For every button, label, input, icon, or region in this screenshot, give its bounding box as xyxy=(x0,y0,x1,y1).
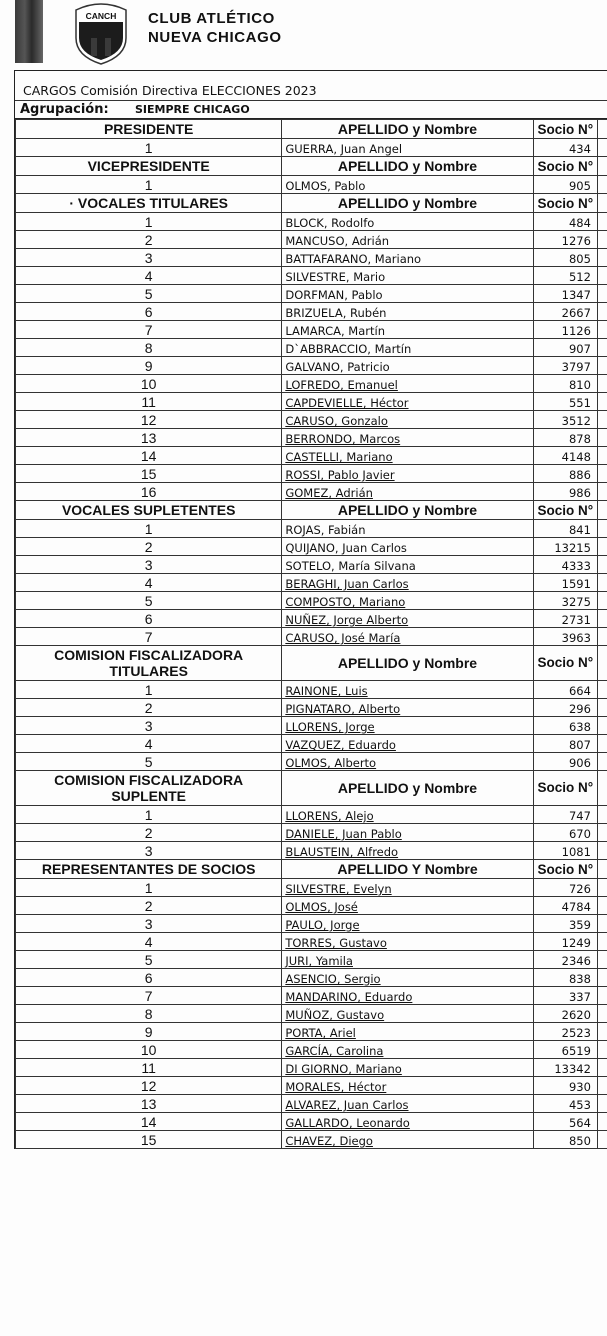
edge-cell xyxy=(597,1005,607,1023)
candidate-name: CHAVEZ, Diego xyxy=(282,1131,533,1149)
socio-number: 3797 xyxy=(533,357,597,375)
candidate-name: BERRONDO, Marcos xyxy=(282,429,533,447)
candidate-name: CARUSO, José María xyxy=(282,628,533,646)
edge-cell xyxy=(597,249,607,267)
table-row xyxy=(16,1113,607,1131)
table-row xyxy=(16,824,607,842)
socio-number: 878 xyxy=(533,429,597,447)
section-title-line1: COMISION FISCALIZADORA xyxy=(54,772,244,788)
row-number: 2 xyxy=(16,231,282,249)
row-number: 7 xyxy=(16,987,282,1005)
section-title-line1: · VOCALES TITULARES xyxy=(69,195,228,211)
row-number: 3 xyxy=(16,556,282,574)
edge-cell xyxy=(597,969,607,987)
edge-cell xyxy=(597,987,607,1005)
row-number: 16 xyxy=(16,483,282,501)
candidate-name: LAMARCA, Martín xyxy=(282,321,533,339)
edge-cell xyxy=(597,556,607,574)
socio-number: 2731 xyxy=(533,610,597,628)
row-number: 10 xyxy=(16,375,282,393)
edge-cell xyxy=(597,1059,607,1077)
table-row xyxy=(16,411,607,429)
table-row xyxy=(16,897,607,915)
candidate-name: D`ABBRACCIO, Martín xyxy=(282,339,533,357)
edge-cell xyxy=(597,411,607,429)
column-header-socio: Socio N° xyxy=(533,120,597,139)
edge-cell xyxy=(597,483,607,501)
socio-number: 2620 xyxy=(533,1005,597,1023)
row-number: 4 xyxy=(16,933,282,951)
table-row xyxy=(16,842,607,860)
table-row xyxy=(16,139,607,157)
table-row xyxy=(16,465,607,483)
socio-number: 930 xyxy=(533,1077,597,1095)
candidate-name: COMPOSTO, Mariano xyxy=(282,592,533,610)
edge-cell xyxy=(597,176,607,194)
candidate-name: VAZQUEZ, Eduardo xyxy=(282,735,533,753)
candidate-name: TORRES, Gustavo xyxy=(282,933,533,951)
socio-number: 484 xyxy=(533,213,597,231)
row-number: 3 xyxy=(16,915,282,933)
edge-cell xyxy=(597,951,607,969)
candidate-name: BLAUSTEIN, Alfredo xyxy=(282,842,533,860)
section-title xyxy=(16,194,282,213)
candidate-name: QUIJANO, Juan Carlos xyxy=(282,538,533,556)
section-header-row xyxy=(16,646,607,681)
row-number: 3 xyxy=(16,842,282,860)
section-title-line1: VOCALES SUPLETENTES xyxy=(61,502,236,518)
section-header-row xyxy=(16,771,607,806)
candidate-name: GOMEZ, Adrián xyxy=(282,483,533,501)
candidate-name: LLORENS, Jorge xyxy=(282,717,533,735)
table-row xyxy=(16,176,607,194)
row-number: 11 xyxy=(16,393,282,411)
edge-cell xyxy=(597,303,607,321)
row-number: 8 xyxy=(16,1005,282,1023)
row-number: 1 xyxy=(16,139,282,157)
table-row xyxy=(16,1077,607,1095)
edge-cell xyxy=(597,375,607,393)
row-number: 4 xyxy=(16,574,282,592)
club-name xyxy=(148,9,282,47)
row-number: 13 xyxy=(16,429,282,447)
table-row xyxy=(16,933,607,951)
socio-number: 841 xyxy=(533,520,597,538)
socio-number: 2346 xyxy=(533,951,597,969)
candidate-name: GUERRA, Juan Angel xyxy=(282,139,533,157)
socio-number: 810 xyxy=(533,375,597,393)
edge-cell xyxy=(597,231,607,249)
socio-number: 838 xyxy=(533,969,597,987)
socio-number: 726 xyxy=(533,879,597,897)
section-header-row xyxy=(16,157,607,176)
candidates-table xyxy=(15,119,607,1149)
row-number: 6 xyxy=(16,610,282,628)
table-row xyxy=(16,285,607,303)
candidate-name: ROSSI, Pablo Javier xyxy=(282,465,533,483)
socio-number: 2667 xyxy=(533,303,597,321)
edge-cell xyxy=(597,771,607,806)
section-header-row xyxy=(16,120,607,139)
row-number: 1 xyxy=(16,806,282,824)
table-row xyxy=(16,393,607,411)
candidate-name: LLORENS, Alejo xyxy=(282,806,533,824)
section-title xyxy=(16,501,282,520)
socio-number: 986 xyxy=(533,483,597,501)
candidate-name: MANCUSO, Adrián xyxy=(282,231,533,249)
socio-number: 905 xyxy=(533,176,597,194)
row-number: 1 xyxy=(16,879,282,897)
candidate-name: GALVANO, Patricio xyxy=(282,357,533,375)
section-header-row xyxy=(16,194,607,213)
candidate-name: ROJAS, Fabián xyxy=(282,520,533,538)
socio-number: 1276 xyxy=(533,231,597,249)
row-number: 7 xyxy=(16,628,282,646)
table-row xyxy=(16,574,607,592)
edge-cell xyxy=(597,538,607,556)
column-header-name: APELLIDO y Nombre xyxy=(282,646,533,681)
table-row xyxy=(16,1023,607,1041)
edge-cell xyxy=(597,285,607,303)
column-header-socio: Socio N° xyxy=(533,646,597,681)
candidate-name: DORFMAN, Pablo xyxy=(282,285,533,303)
socio-number: 296 xyxy=(533,699,597,717)
table-row xyxy=(16,1095,607,1113)
socio-number: 807 xyxy=(533,735,597,753)
section-title xyxy=(16,157,282,176)
table-row xyxy=(16,231,607,249)
edge-cell xyxy=(597,1041,607,1059)
socio-number: 886 xyxy=(533,465,597,483)
socio-number: 13215 xyxy=(533,538,597,556)
section-title xyxy=(16,120,282,139)
socio-number: 907 xyxy=(533,339,597,357)
socio-number: 1081 xyxy=(533,842,597,860)
column-header-name: APELLIDO y Nombre xyxy=(282,771,533,806)
candidate-name: PORTA, Ariel xyxy=(282,1023,533,1041)
column-header-name: APELLIDO y Nombre xyxy=(282,157,533,176)
column-header-name: APELLIDO y Nombre xyxy=(282,501,533,520)
edge-cell xyxy=(597,1023,607,1041)
edge-cell xyxy=(597,213,607,231)
table-row xyxy=(16,987,607,1005)
socio-number: 337 xyxy=(533,987,597,1005)
table-row xyxy=(16,753,607,771)
column-header-socio: Socio N° xyxy=(533,860,597,879)
edge-cell xyxy=(597,321,607,339)
candidate-name: MUÑOZ, Gustavo xyxy=(282,1005,533,1023)
candidate-name: OLMOS, Alberto xyxy=(282,753,533,771)
table-row xyxy=(16,483,607,501)
candidate-name: DI GIORNO, Mariano xyxy=(282,1059,533,1077)
section-title xyxy=(16,646,282,681)
socio-number: 13342 xyxy=(533,1059,597,1077)
row-number: 12 xyxy=(16,1077,282,1095)
row-number: 14 xyxy=(16,447,282,465)
candidate-name: ALVAREZ, Juan Carlos xyxy=(282,1095,533,1113)
table-row xyxy=(16,879,607,897)
column-header-name: APELLIDO y Nombre xyxy=(282,194,533,213)
socio-number: 747 xyxy=(533,806,597,824)
candidate-name: SILVESTRE, Mario xyxy=(282,267,533,285)
socio-number: 1126 xyxy=(533,321,597,339)
section-title xyxy=(16,860,282,879)
socio-number: 1249 xyxy=(533,933,597,951)
table-row xyxy=(16,610,607,628)
socio-number: 3963 xyxy=(533,628,597,646)
socio-number: 638 xyxy=(533,717,597,735)
section-title-line1: REPRESENTANTES DE SOCIOS xyxy=(41,861,256,877)
candidate-name: ASENCIO, Sergio xyxy=(282,969,533,987)
row-number: 4 xyxy=(16,267,282,285)
edge-cell xyxy=(597,842,607,860)
edge-cell xyxy=(597,824,607,842)
section-title-line2: TITULARES xyxy=(109,663,188,679)
row-number: 5 xyxy=(16,592,282,610)
socio-number: 805 xyxy=(533,249,597,267)
socio-number: 6519 xyxy=(533,1041,597,1059)
row-number: 14 xyxy=(16,1113,282,1131)
table-row xyxy=(16,969,607,987)
edge-cell xyxy=(597,610,607,628)
row-number: 5 xyxy=(16,285,282,303)
row-number: 11 xyxy=(16,1059,282,1077)
edge-cell xyxy=(597,501,607,520)
edge-cell xyxy=(597,1131,607,1149)
candidate-name: BERAGHI, Juan Carlos xyxy=(282,574,533,592)
socio-number: 2523 xyxy=(533,1023,597,1041)
election-sheet xyxy=(14,70,607,1149)
table-row xyxy=(16,213,607,231)
column-header-socio: Socio N° xyxy=(533,194,597,213)
edge-cell xyxy=(597,753,607,771)
table-row xyxy=(16,681,607,699)
row-number: 1 xyxy=(16,176,282,194)
edge-cell xyxy=(597,520,607,538)
column-header-socio: Socio N° xyxy=(533,157,597,176)
edge-cell xyxy=(597,860,607,879)
candidate-name: LOFREDO, Emanuel xyxy=(282,375,533,393)
row-number: 2 xyxy=(16,824,282,842)
socio-number: 1591 xyxy=(533,574,597,592)
table-row xyxy=(16,303,607,321)
section-title xyxy=(16,771,282,806)
section-title-line2: SUPLENTE xyxy=(111,788,187,804)
socio-number: 850 xyxy=(533,1131,597,1149)
socio-number: 434 xyxy=(533,139,597,157)
row-number: 8 xyxy=(16,339,282,357)
table-row xyxy=(16,520,607,538)
column-header-name: APELLIDO Y Nombre xyxy=(282,860,533,879)
section-header-row xyxy=(16,501,607,520)
socio-number: 512 xyxy=(533,267,597,285)
table-row xyxy=(16,267,607,285)
edge-cell xyxy=(597,915,607,933)
candidate-name: RAINONE, Luis xyxy=(282,681,533,699)
edge-cell xyxy=(597,157,607,176)
candidate-name: CAPDEVIELLE, Héctor xyxy=(282,393,533,411)
socio-number: 3275 xyxy=(533,592,597,610)
socio-number: 1347 xyxy=(533,285,597,303)
edge-cell xyxy=(597,699,607,717)
document-title: CARGOS Comisión Directiva ELECCIONES 2023 xyxy=(15,77,607,101)
row-number: 1 xyxy=(16,213,282,231)
candidate-name: CARUSO, Gonzalo xyxy=(282,411,533,429)
table-row xyxy=(16,249,607,267)
column-header-socio: Socio N° xyxy=(533,771,597,806)
candidate-name: OLMOS, Pablo xyxy=(282,176,533,194)
socio-number: 670 xyxy=(533,824,597,842)
candidate-name: BRIZUELA, Rubén xyxy=(282,303,533,321)
section-header-row xyxy=(16,860,607,879)
edge-cell xyxy=(597,879,607,897)
crest-text: CANCH xyxy=(85,11,117,21)
candidate-name: OLMOS, José xyxy=(282,897,533,915)
candidate-name: JURI, Yamila xyxy=(282,951,533,969)
row-number: 13 xyxy=(16,1095,282,1113)
table-row xyxy=(16,429,607,447)
socio-number: 4333 xyxy=(533,556,597,574)
row-number: 3 xyxy=(16,249,282,267)
edge-cell xyxy=(597,429,607,447)
edge-cell xyxy=(597,357,607,375)
edge-cell xyxy=(597,735,607,753)
row-number: 5 xyxy=(16,951,282,969)
candidate-name: DANIELE, Juan Pablo xyxy=(282,824,533,842)
row-number: 2 xyxy=(16,699,282,717)
table-row xyxy=(16,1131,607,1149)
candidate-name: NUÑEZ, Jorge Alberto xyxy=(282,610,533,628)
row-number: 2 xyxy=(16,538,282,556)
column-header-socio: Socio N° xyxy=(533,501,597,520)
edge-cell xyxy=(597,574,607,592)
socio-number: 906 xyxy=(533,753,597,771)
edge-cell xyxy=(597,628,607,646)
club-name-line2: NUEVA CHICAGO xyxy=(148,29,282,46)
candidate-name: BLOCK, Rodolfo xyxy=(282,213,533,231)
club-name-line1: CLUB ATLÉTICO xyxy=(148,10,275,27)
edge-cell xyxy=(597,447,607,465)
column-header-name: APELLIDO y Nombre xyxy=(282,120,533,139)
table-row xyxy=(16,447,607,465)
agrupacion-label: Agrupación: xyxy=(20,102,109,117)
candidate-name: PAULO, Jorge xyxy=(282,915,533,933)
table-row xyxy=(16,699,607,717)
table-row xyxy=(16,1041,607,1059)
row-number: 4 xyxy=(16,735,282,753)
edge-cell xyxy=(597,681,607,699)
row-number: 15 xyxy=(16,1131,282,1149)
edge-cell xyxy=(597,646,607,681)
header-stripe-decoration xyxy=(15,0,43,63)
socio-number: 551 xyxy=(533,393,597,411)
candidate-name: SOTELO, María Silvana xyxy=(282,556,533,574)
edge-cell xyxy=(597,806,607,824)
edge-cell xyxy=(597,339,607,357)
table-row xyxy=(16,357,607,375)
table-row xyxy=(16,735,607,753)
row-number: 3 xyxy=(16,717,282,735)
socio-number: 4784 xyxy=(533,897,597,915)
row-number: 9 xyxy=(16,357,282,375)
edge-cell xyxy=(597,139,607,157)
edge-cell xyxy=(597,393,607,411)
table-row xyxy=(16,321,607,339)
table-row xyxy=(16,628,607,646)
socio-number: 3512 xyxy=(533,411,597,429)
table-row xyxy=(16,806,607,824)
section-title-line1: PRESIDENTE xyxy=(103,121,194,137)
candidate-name: GARCÍA, Carolina xyxy=(282,1041,533,1059)
row-number: 12 xyxy=(16,411,282,429)
socio-number: 453 xyxy=(533,1095,597,1113)
row-number: 1 xyxy=(16,681,282,699)
candidate-name: PIGNATARO, Alberto xyxy=(282,699,533,717)
edge-cell xyxy=(597,465,607,483)
table-row xyxy=(16,951,607,969)
row-number: 1 xyxy=(16,520,282,538)
section-title-line1: VICEPRESIDENTE xyxy=(87,158,210,174)
row-number: 15 xyxy=(16,465,282,483)
row-number: 10 xyxy=(16,1041,282,1059)
agrupacion-value: SIEMPRE CHICAGO xyxy=(135,103,250,116)
row-number: 6 xyxy=(16,969,282,987)
section-title-line1: COMISION FISCALIZADORA xyxy=(54,647,244,663)
edge-cell xyxy=(597,717,607,735)
table-row xyxy=(16,1059,607,1077)
candidate-name: SILVESTRE, Evelyn xyxy=(282,879,533,897)
edge-cell xyxy=(597,267,607,285)
row-number: 9 xyxy=(16,1023,282,1041)
edge-cell xyxy=(597,592,607,610)
candidate-name: BATTAFARANO, Mariano xyxy=(282,249,533,267)
socio-number: 4148 xyxy=(533,447,597,465)
candidate-name: CASTELLI, Mariano xyxy=(282,447,533,465)
table-row xyxy=(16,592,607,610)
table-row xyxy=(16,538,607,556)
socio-number: 359 xyxy=(533,915,597,933)
row-number: 6 xyxy=(16,303,282,321)
agrupacion-row xyxy=(15,101,607,119)
socio-number: 664 xyxy=(533,681,597,699)
edge-cell xyxy=(597,897,607,915)
row-number: 2 xyxy=(16,897,282,915)
edge-cell xyxy=(597,1095,607,1113)
socio-number: 564 xyxy=(533,1113,597,1131)
row-number: 7 xyxy=(16,321,282,339)
candidate-name: MORALES, Héctor xyxy=(282,1077,533,1095)
edge-cell xyxy=(597,1077,607,1095)
candidate-name: MANDARINO, Eduardo xyxy=(282,987,533,1005)
table-row xyxy=(16,339,607,357)
table-row xyxy=(16,556,607,574)
edge-cell xyxy=(597,933,607,951)
edge-cell xyxy=(597,120,607,139)
table-row xyxy=(16,717,607,735)
table-row xyxy=(16,375,607,393)
edge-cell xyxy=(597,1113,607,1131)
club-crest-icon xyxy=(70,2,132,66)
table-row xyxy=(16,915,607,933)
candidate-name: GALLARDO, Leonardo xyxy=(282,1113,533,1131)
row-number: 5 xyxy=(16,753,282,771)
table-row xyxy=(16,1005,607,1023)
edge-cell xyxy=(597,194,607,213)
